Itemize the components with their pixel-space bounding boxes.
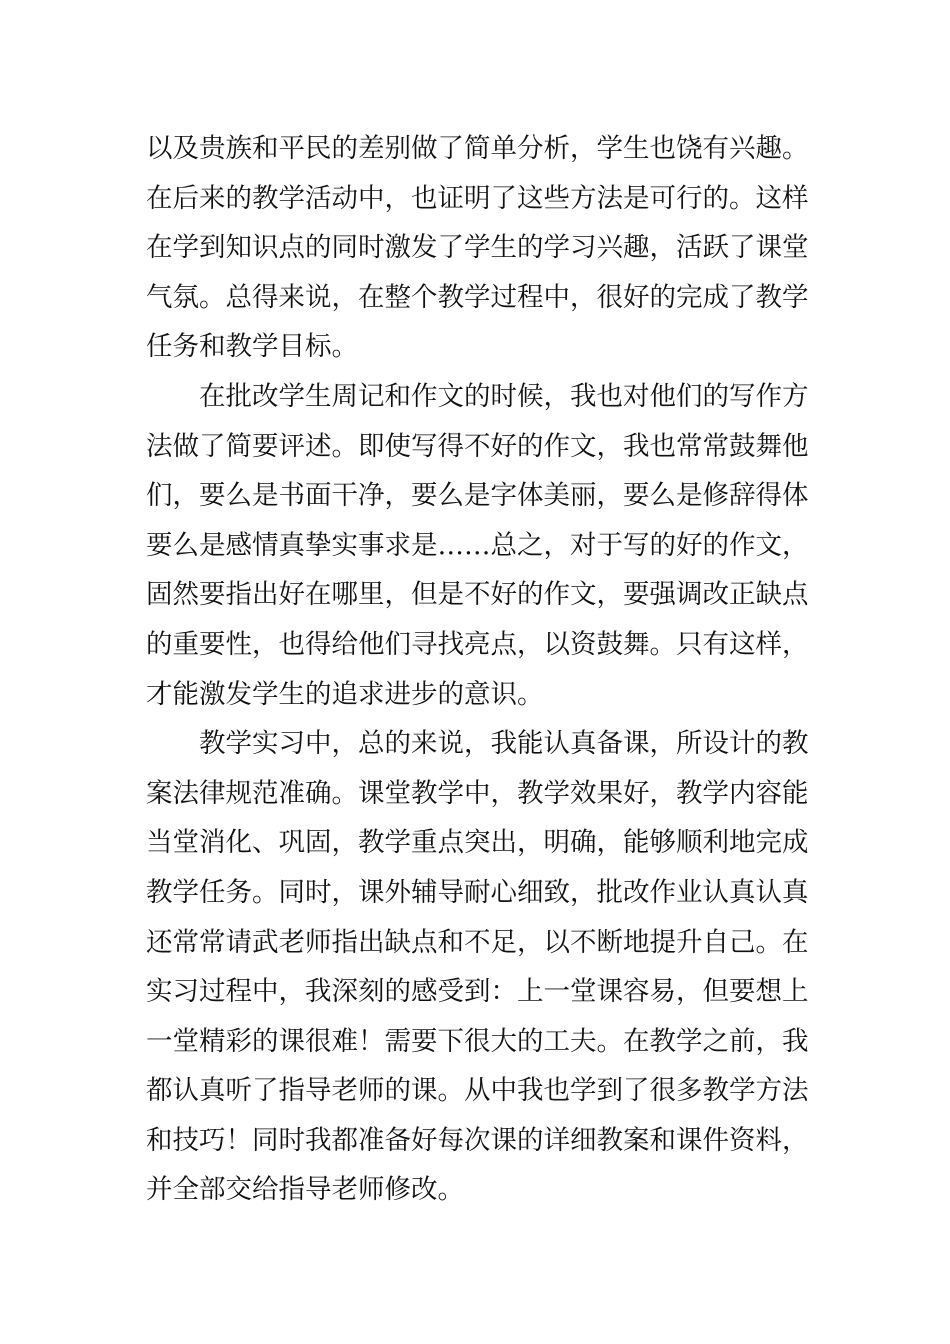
text-line: 气氛。总得来说，在整个教学过程中，很好的完成了教学: [146, 281, 809, 313]
text-line: 案法律规范准确。课堂教学中，教学效果好，教学内容能: [146, 777, 809, 809]
text-line: 才能激发学生的追求进步的意识。: [146, 678, 544, 710]
text-line: 任务和教学目标。: [146, 331, 358, 363]
text-line: 一堂精彩的课很难！需要下很大的工夫。在教学之前，我: [146, 1025, 809, 1057]
text-line: 和技巧！同时我都准备好每次课的详细教案和课件资料，: [146, 1124, 809, 1156]
text-line: 并全部交给指导老师修改。: [146, 1174, 464, 1206]
text-line: 法做了简要评述。即使写得不好的作文，我也常常鼓舞他: [146, 430, 809, 462]
text-line: 实习过程中，我深刻的感受到：上一堂课容易，但要想上: [146, 976, 809, 1008]
text-line: 当堂消化、巩固，教学重点突出，明确，能够顺利地完成: [146, 827, 809, 859]
paragraph-3: [146, 719, 809, 1215]
text-line: 要么是感情真挚实事求是……总之，对于写的好的作文，: [146, 529, 809, 561]
text-line: 教学实习中，总的来说，我能认真备课，所设计的教: [199, 728, 809, 760]
text-line: 在学到知识点的同时激发了学生的学习兴趣，活跃了课堂: [146, 232, 809, 264]
paragraph-2: [146, 372, 809, 719]
paragraph-1: [146, 124, 809, 372]
text-line: 还常常请武老师指出缺点和不足，以不断地提升自己。在: [146, 926, 809, 958]
text-line: 固然要指出好在哪里，但是不好的作文，要强调改正缺点: [146, 579, 809, 611]
document-body: [146, 124, 809, 1215]
text-line: 的重要性，也得给他们寻找亮点，以资鼓舞。只有这样，: [146, 628, 809, 660]
text-line: 都认真听了指导老师的课。从中我也学到了很多教学方法: [146, 1075, 809, 1107]
text-line: 在后来的教学活动中，也证明了这些方法是可行的。这样: [146, 182, 809, 214]
text-line: 教学任务。同时，课外辅导耐心细致，批改作业认真认真: [146, 876, 809, 908]
text-line: 以及贵族和平民的差别做了简单分析，学生也饶有兴趣。: [146, 133, 809, 164]
text-line: 在批改学生周记和作文的时候，我也对他们的写作方: [199, 380, 809, 412]
text-line: 们，要么是书面干净，要么是字体美丽，要么是修辞得体: [146, 480, 809, 512]
